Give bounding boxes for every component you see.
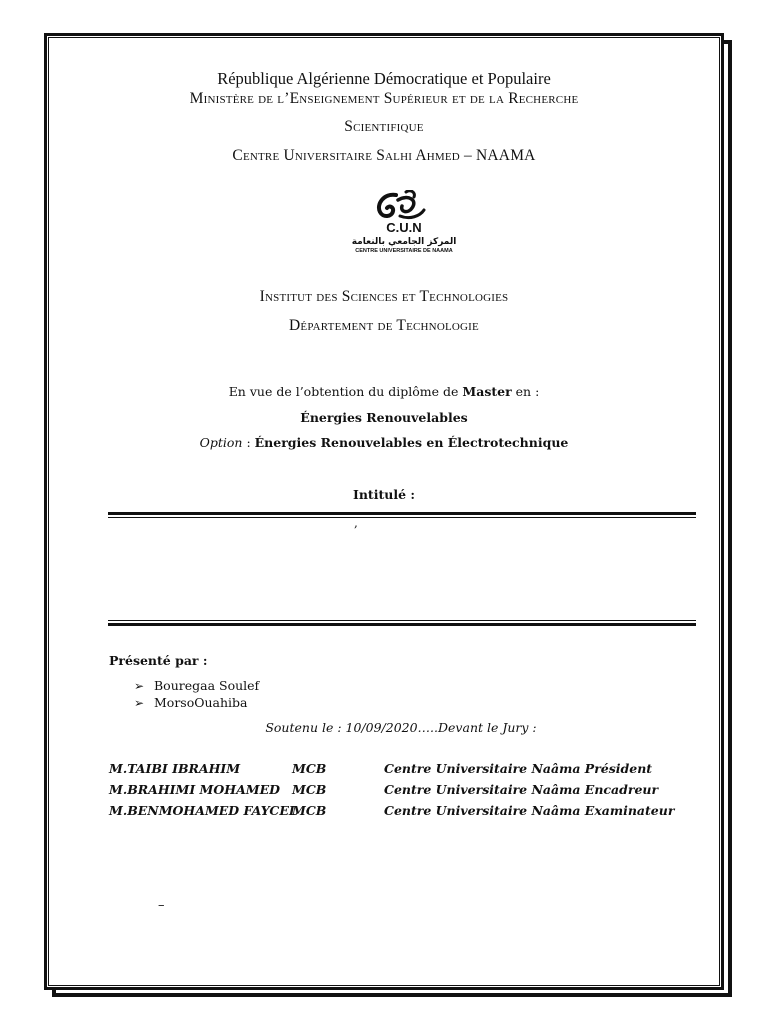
jury-role: Centre Universitaire Naâma Encadreur — [384, 782, 659, 797]
arrow-bullet-icon: ➢ — [134, 696, 145, 710]
jury-grade: MCB — [292, 803, 327, 818]
option-label: Option — [199, 435, 243, 450]
presented-by-label: Présenté par : — [109, 653, 208, 668]
defense-date: Soutenu le : 10/09/2020…..Devant le Jury : — [265, 720, 537, 735]
student-item — [134, 678, 259, 693]
diploma-field: Énergies Renouvelables — [300, 410, 468, 425]
jury-grade: MCB — [292, 782, 327, 797]
diploma-intro-suffix: en : — [511, 384, 540, 399]
university-logo — [338, 190, 470, 254]
option-value: Énergies Renouvelables en Électrotechnique — [254, 435, 569, 450]
arrow-bullet-icon: ➢ — [134, 679, 145, 693]
logo-acronym: C.U.N — [386, 220, 422, 235]
institute-name: Institut des Sciences et Technologies — [259, 288, 509, 305]
university-name: Centre Universitaire Salhi Ahmed – NAAMA — [232, 147, 536, 164]
ministry-title: Ministère de l’Enseignement Supérieur et de la Recherche — [189, 90, 579, 107]
diploma-option — [0, 435, 768, 450]
jury-grade: MCB — [292, 761, 327, 776]
jury-name: M.BENMOHAMED FAYCEL — [109, 803, 298, 818]
logo-arabic-text: المركز الجامعي بالنعامة — [351, 237, 457, 247]
ministry-title-continued: Scientifique — [344, 118, 424, 135]
diploma-intro — [0, 384, 768, 399]
title-bottom-rule — [108, 620, 696, 626]
student-item — [134, 695, 248, 710]
logo-caption: CENTRE UNIVERSITAIRE DE NAAMA — [355, 248, 453, 254]
republic-title: République Algérienne Démocratique et Populaire — [217, 69, 551, 88]
jury-role: Centre Universitaire Naâma Président — [384, 761, 653, 776]
diploma-degree: Master — [462, 384, 512, 399]
diploma-intro-prefix: En vue de l’obtention du diplôme de — [228, 384, 463, 399]
stray-mark: , — [354, 516, 358, 530]
thesis-title-label: Intitulé : — [353, 487, 415, 502]
jury-name: M.BRAHIMI MOHAMED — [109, 782, 280, 797]
student-name: Bouregaa Soulef — [154, 678, 260, 693]
student-name: MorsoOuahiba — [154, 695, 248, 710]
jury-role: Centre Universitaire Naâma Examinateur — [384, 803, 675, 818]
jury-name: M.TAIBI IBRAHIM — [109, 761, 241, 776]
option-separator: : — [242, 435, 255, 450]
footer-dash: – — [158, 898, 165, 913]
title-top-rule — [108, 512, 696, 518]
department-name: Département de Technologie — [289, 317, 479, 334]
